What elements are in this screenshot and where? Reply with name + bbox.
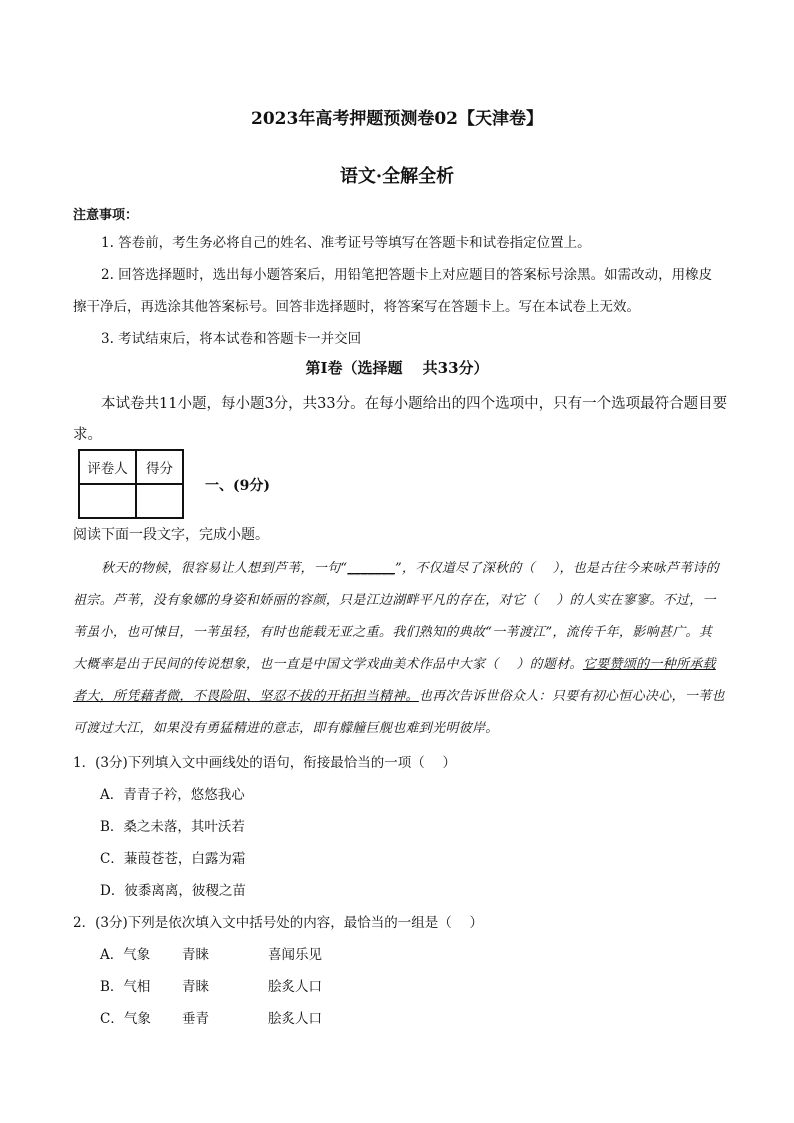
notice-item-3: 3. 考试结束后，将本试卷和答题卡一并交回	[101, 331, 362, 347]
option-b-word-3: 脍炙人口	[268, 979, 322, 995]
question-2-option-b[interactable]	[100, 975, 322, 995]
question-1-option-d[interactable]: D．彼黍离离，彼稷之苗	[100, 883, 246, 899]
option-a-word-1: A．气象	[100, 947, 151, 963]
option-c-word-2: 垂青	[182, 1011, 209, 1027]
question-1-option-c[interactable]: C．蒹葭苍苍，白露为霜	[100, 851, 246, 867]
option-b-word-1: B．气相	[100, 979, 151, 995]
part1-heading: 一、(9分)	[205, 478, 270, 494]
option-c-word-1: C．气象	[100, 1011, 151, 1027]
notice-item-2: 2. 回答选择题时，选出每小题答案后，用铅笔把答题卡上对应题目的答案标号涂黑。如需改动，用橡皮擦干净后，再选涂其他答案标号。回答非选择题时，将答案写在答题卡上。写在本试卷上无效。	[73, 267, 713, 315]
section-title: 第Ⅰ卷（选择题 共33分）	[305, 359, 489, 377]
question-1-option-b[interactable]: B．桑之未落，其叶沃若	[100, 819, 245, 835]
question-1-option-a[interactable]: A．青青子衿，悠悠我心	[100, 787, 245, 803]
passage-text-3: 也再次告诉世俗众人：只要有初心恒心决心，一苇也可渡过大江，如果没有勇猛精进的意志，即有艨艟巨舰也难到光明彼岸。	[73, 689, 725, 736]
section-intro: 本试卷共11小题，每小题3分，共33分。在每小题给出的四个选项中，只有一个选项最符合题目要求。	[73, 396, 728, 443]
option-a-word-2: 青睐	[182, 947, 209, 963]
score-table-reviewer: 评卷人	[79, 450, 136, 484]
option-b-word-2: 青睐	[182, 979, 209, 995]
option-c-word-3: 脍炙人口	[268, 1011, 322, 1027]
option-a-word-3: 喜闻乐见	[268, 947, 322, 963]
question-2-option-c[interactable]	[100, 1007, 322, 1027]
passage-text-2: ”，不仅道尽了深秋的（ ），也是古往今来咏芦苇诗的祖宗。芦苇，没有象娜的身姿和娇丽的容颜，只是江边湖畔平凡的存在，对它（ ）的人实在寥寥。不过，一苇虽小，也可悚目，一苇虽轻，有时也能载无亚之重。我们熟知的典故“一苇渡江”，流传千年，影响甚广。其大概率是出于民间的传说想象，也一直是中国文学戏曲美术作品中大家（ ）的题材。	[73, 561, 720, 672]
page-subtitle: 语文·全解全析	[339, 166, 455, 187]
part1-instruction: 阅读下面一段文字，完成小题。	[73, 527, 269, 543]
question-2-option-a[interactable]	[100, 943, 322, 963]
score-table-reviewer-cell[interactable]	[79, 484, 136, 518]
notice-item-1: 1. 答卷前，考生务必将自己的姓名、准考证号等填写在答题卡和试卷指定位置上。	[101, 235, 591, 251]
passage-text-1: 秋天的物候，很容易让人想到芦苇，一句“	[101, 561, 348, 576]
score-table	[78, 449, 184, 519]
question-1-stem: 1．(3分)下列填入文中画线处的语句，衔接最恰当的一项（ ）	[73, 755, 457, 771]
page-title: 2023年高考押题预测卷02【天津卷】	[251, 109, 543, 129]
passage-blank: _______	[347, 561, 395, 576]
passage-underlined-sentence: 它要赞颂的一种所承载者大，所凭藉者微，不畏险阻、坚忍不拔的开拓担当精神。	[73, 657, 716, 704]
score-table-score-cell[interactable]	[136, 484, 183, 518]
question-2-stem: 2．(3分)下列是依次填入文中括号处的内容，最恰当的一组是（ ）	[73, 915, 484, 931]
score-table-score: 得分	[136, 450, 183, 484]
notice-heading: 注意事项：	[73, 208, 139, 223]
reading-passage	[73, 553, 725, 745]
